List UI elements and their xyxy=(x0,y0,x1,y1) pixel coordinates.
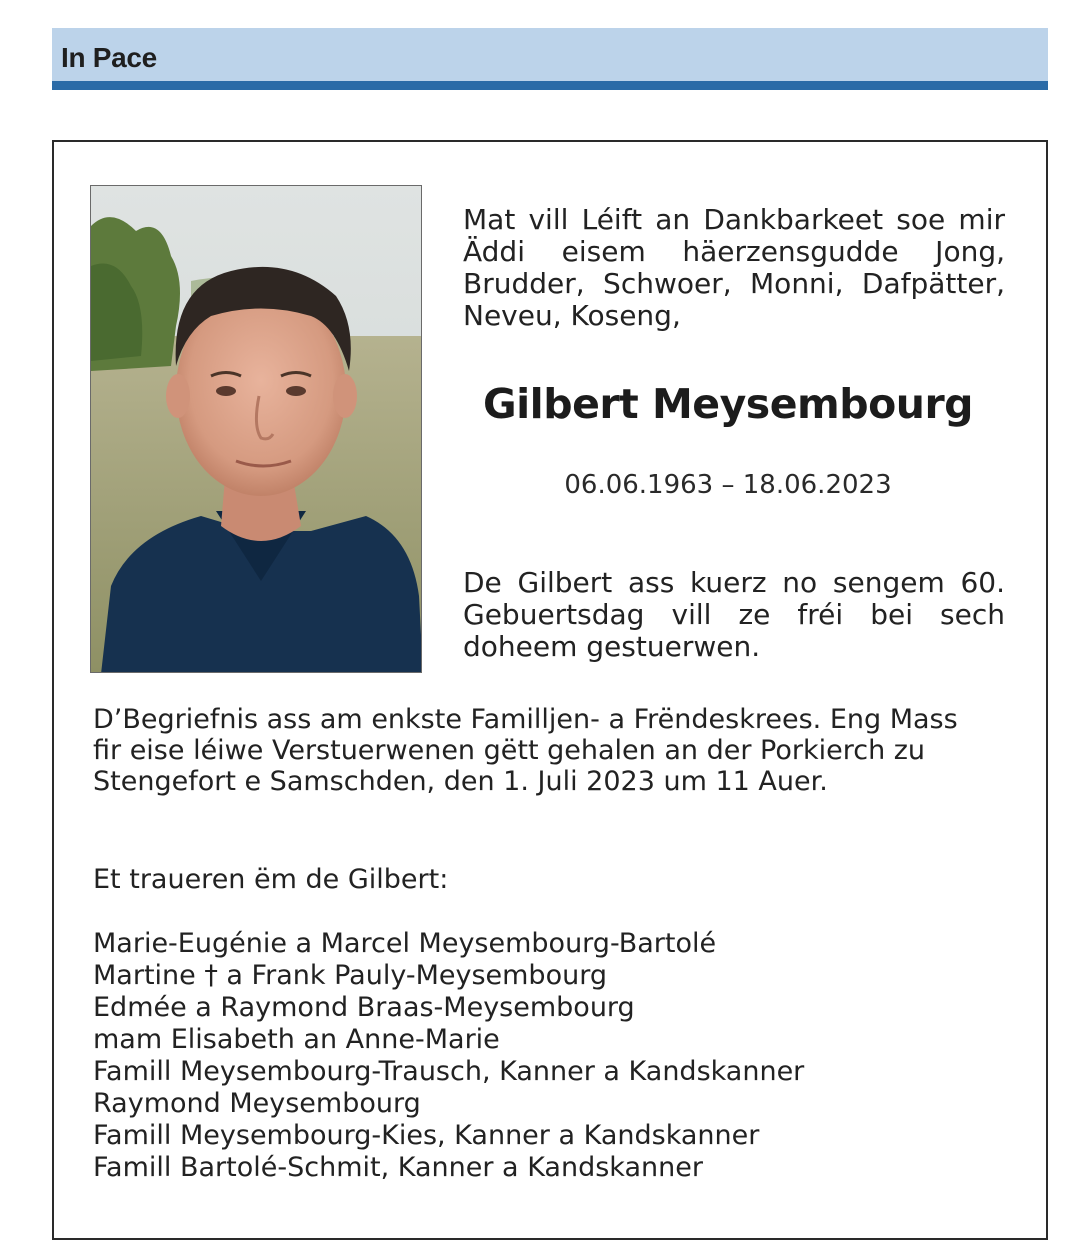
mourner-item: Famill Bartolé-Schmit, Kanner a Kandskanner xyxy=(93,1152,703,1183)
mourner-item: mam Elisabeth an Anne-Marie xyxy=(93,1024,500,1055)
funeral-details-text: D’Begriefnis ass am enkste Familljen- a Frëndeskrees. Eng Mass fir eise léiwe Verstuerwenen gëtt gehalen an der Porkierch zu Stengefort e Samschden, den 1. Juli 2023 um 11 Auer. xyxy=(93,704,958,797)
death-announcement-text: De Gilbert ass kuerz no sengem 60. Gebuertsdag vill ze fréi bei sech doheem gestuerwen. xyxy=(463,566,1005,663)
mourner-item: Martine † a Frank Pauly-Meysembourg xyxy=(93,960,607,991)
mourners-list xyxy=(93,928,993,1184)
mourner-item: Famill Meysembourg-Trausch, Kanner a Kandskanner xyxy=(93,1056,805,1087)
intro-text: Mat vill Léift an Dankbarkeet soe mir Äddi eisem häerzensgudde Jong, Brudder, Schwoer, Monni, Dafpätter, Neveu, Koseng, xyxy=(463,203,1005,332)
mourner-item: Famill Meysembourg-Kies, Kanner a Kandskanner xyxy=(93,1120,760,1151)
section-title: In Pace xyxy=(61,42,157,73)
mourner-item: Marie-Eugénie a Marcel Meysembourg-Bartolé xyxy=(93,928,717,959)
mourners-heading: Et traueren ëm de Gilbert: xyxy=(93,864,449,895)
deceased-name: Gilbert Meysembourg xyxy=(482,380,974,428)
mourner-item: Raymond Meysembourg xyxy=(93,1088,421,1119)
section-header xyxy=(52,28,1048,90)
portrait-photo xyxy=(90,185,422,673)
life-dates: 06.06.1963 – 18.06.2023 xyxy=(564,470,892,500)
mourner-item: Edmée a Raymond Braas-Meysembourg xyxy=(93,992,635,1023)
